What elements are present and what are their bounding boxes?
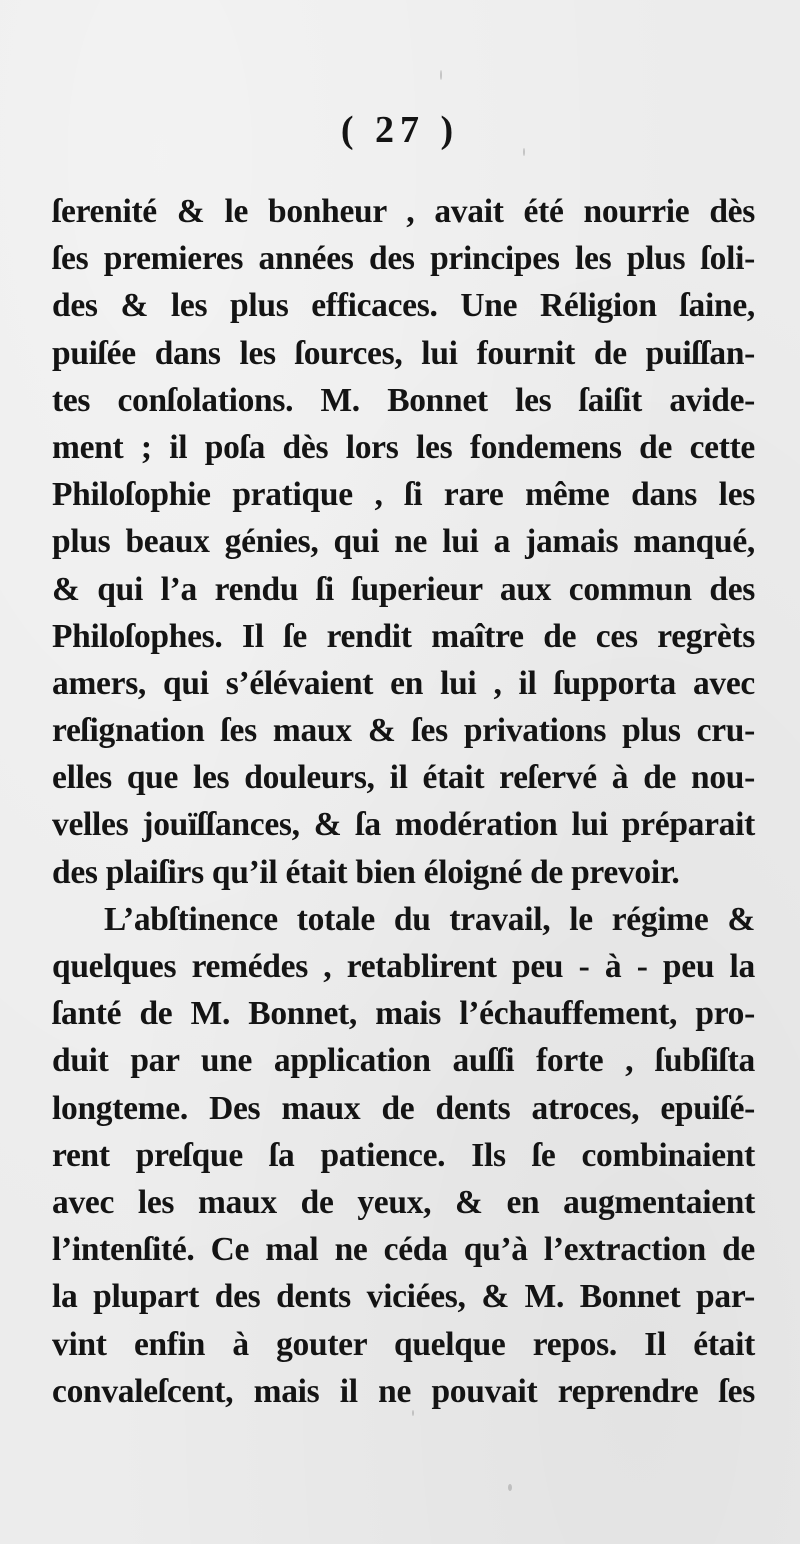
text-line: des plaiſirs qu’il était bien éloigné de prevoir. [52, 853, 680, 891]
text-line: velles jouïſſances, & ſa modération lui préparait [52, 806, 755, 844]
text-line: avec les maux de yeux, & en augmentaient [52, 1183, 755, 1221]
text-line: convaleſcent, mais il ne pouvait reprendre ſes [52, 1372, 755, 1410]
text-line: & qui l’a rendu ſi ſuperieur aux commun des [52, 570, 755, 608]
text-line: ſanté de M. Bonnet, mais l’échauffement, pro- [52, 995, 755, 1033]
text-line: L’abſtinence totale du travail, le régime & [104, 900, 755, 938]
text-line: amers, qui s’élévaient en lui , il ſupporta avec [52, 664, 755, 702]
text-line: tes conſolations. M. Bonnet les ſaiſit avide- [52, 381, 755, 419]
text-line: reſignation ſes maux & ſes privations plus cru- [52, 712, 755, 750]
text-line: puiſée dans les ſources, lui fournit de puiſſan- [52, 334, 755, 372]
text-line: rent preſque ſa patience. Ils ſe combinaient [52, 1136, 755, 1174]
text-line: Philoſophie pratique , ſi rare même dans les [52, 476, 755, 514]
text-line: longteme. Des maux de dents atroces, epuiſé- [52, 1089, 755, 1127]
text-line: plus beaux génies, qui ne lui a jamais manqué, [52, 523, 755, 561]
text-line: vint enfin à gouter quelque repos. Il était [52, 1325, 755, 1363]
paper-speck [508, 1484, 512, 1491]
text-line: elles que les douleurs, il était reſervé à de nou- [52, 759, 755, 797]
paper-speck [523, 148, 525, 156]
text-line: Philoſophes. Il ſe rendit maître de ces regrèts [52, 617, 755, 655]
text-line: des & les plus efficaces. Une Réligion ſaine, [52, 287, 755, 325]
page-number: ( 27 ) [340, 109, 460, 151]
text-line: la plupart des dents viciées, & M. Bonnet par- [52, 1278, 755, 1316]
text-line: ſerenité & le bonheur , avait été nourrie dès [52, 193, 755, 230]
paper-speck [412, 1410, 414, 1416]
text-line: duit par une application auſſi forte , ſubſiſta [52, 1042, 755, 1080]
text-block [52, 188, 755, 1415]
text-line: quelques remédes , retablirent peu - à - peu la [52, 948, 755, 985]
text-line: ſes premieres années des principes les plus ſoli- [52, 240, 755, 278]
text-line: l’intenſité. Ce mal ne céda qu’à l’extraction de [52, 1231, 755, 1269]
paper-speck [440, 70, 442, 80]
text-line: ment ; il poſa dès lors les fondemens de cette [52, 428, 755, 466]
